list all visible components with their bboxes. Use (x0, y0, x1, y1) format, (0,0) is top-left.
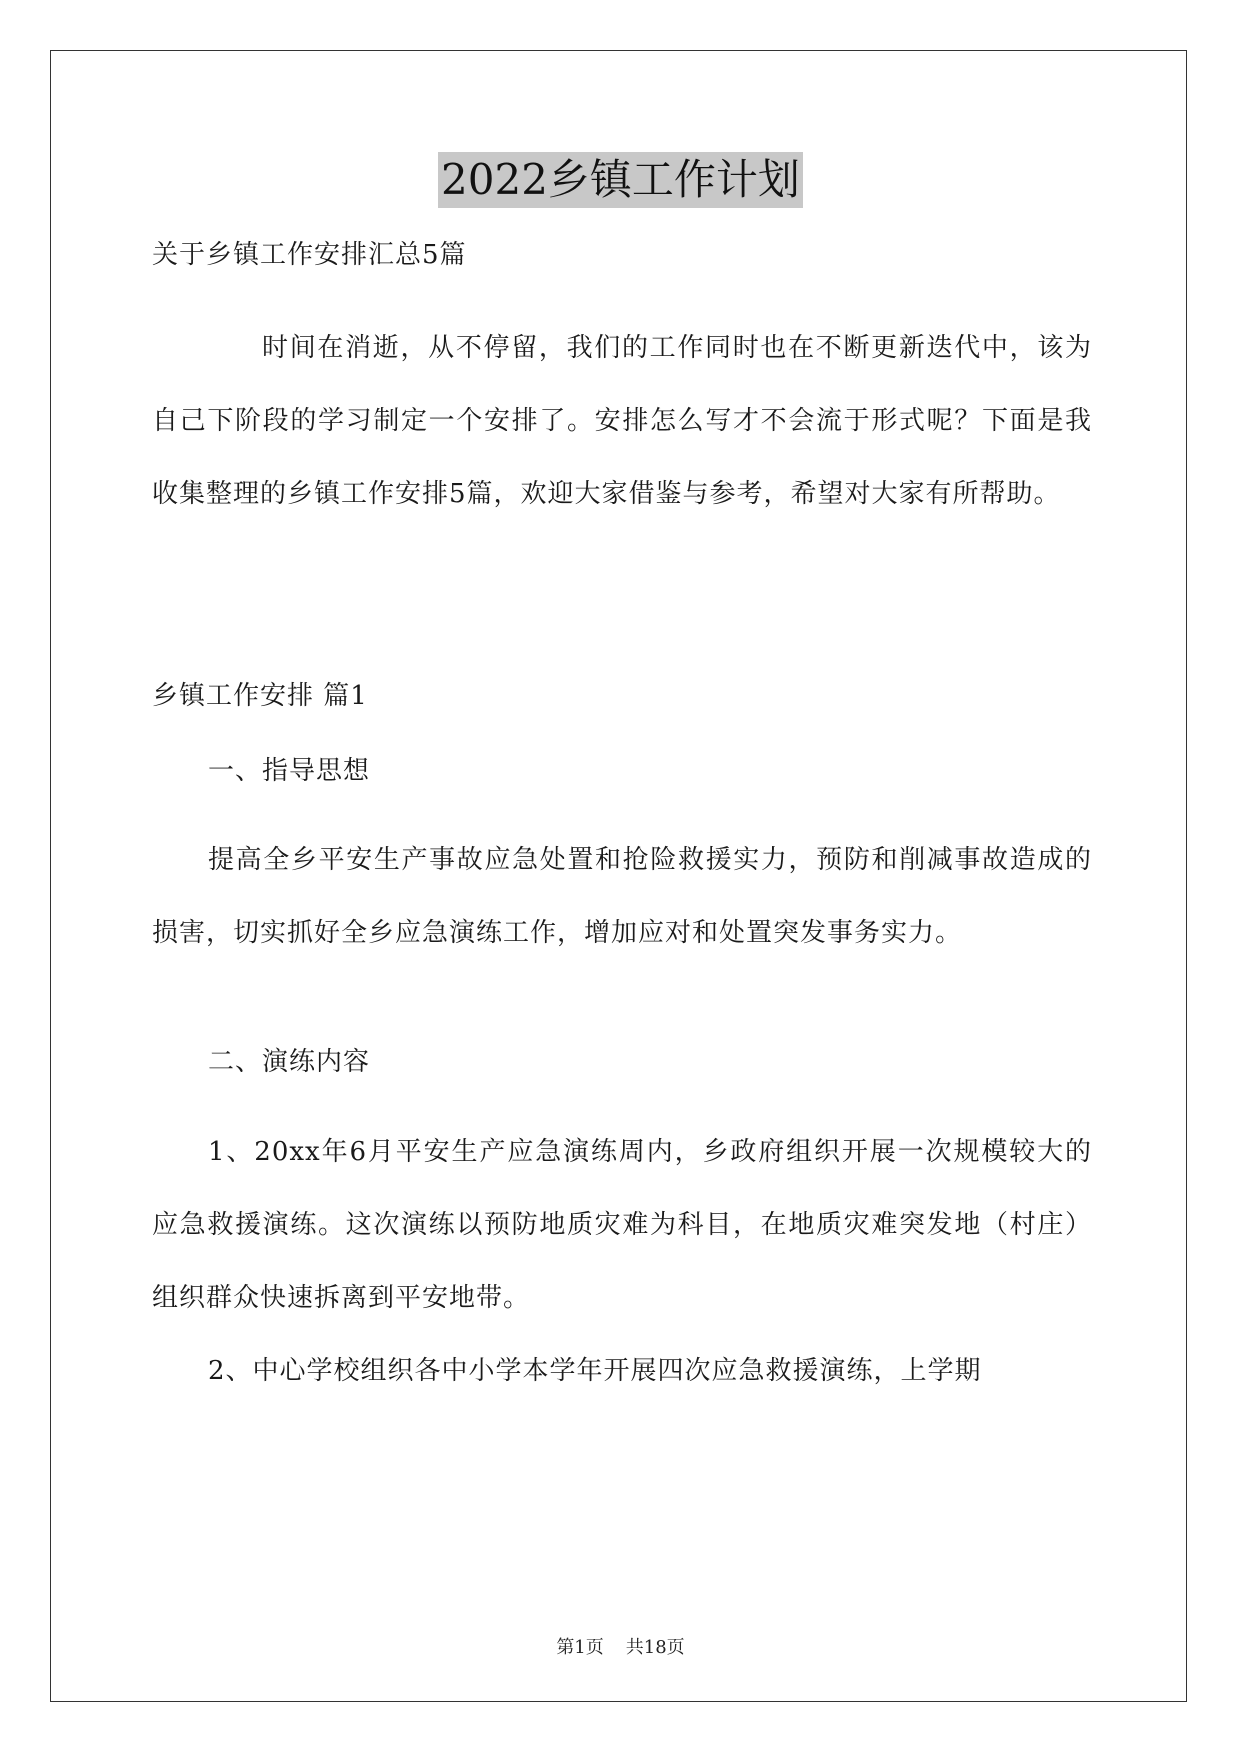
title-container (0, 152, 1241, 208)
drill-item-2: 2、中心学校组织各中小学本学年开展四次应急救援演练，上学期 (208, 1356, 982, 1386)
document-subtitle: 关于乡镇工作安排汇总5篇 (152, 240, 467, 270)
section-heading: 乡镇工作安排 篇1 (152, 681, 368, 711)
heading-guiding-ideology: 一、指导思想 (208, 756, 371, 786)
document-title: 2022乡镇工作计划 (438, 152, 803, 208)
drill-item-1: 1、20xx年6月平安生产应急演练周内，乡政府组织开展一次规模较大的应急救援演练。这次演练以预防地质灾难为科目，在地质灾难突发地（村庄）组织群众快速拆离到平安地带。 (152, 1137, 1092, 1313)
intro-paragraph: 时间在消逝，从不停留，我们的工作同时也在不断更新迭代中，该为自己下阶段的学习制定一个安排了。安排怎么写才不会流于形式呢？下面是我收集整理的乡镇工作安排5篇，欢迎大家借鉴与参考，希望对大家有所帮助。 (152, 333, 1092, 509)
page-footer (0, 1636, 1241, 1660)
paragraph-guiding-ideology: 提高全乡平安生产事故应急处置和抢险救援实力，预防和削减事故造成的损害，切实抓好全乡应急演练工作，增加应对和处置突发事务实力。 (152, 845, 1092, 948)
page-number-total: 共18页 (625, 1637, 685, 1658)
heading-drill-content: 二、演练内容 (208, 1047, 371, 1077)
page-number-current: 第1页 (556, 1637, 604, 1658)
